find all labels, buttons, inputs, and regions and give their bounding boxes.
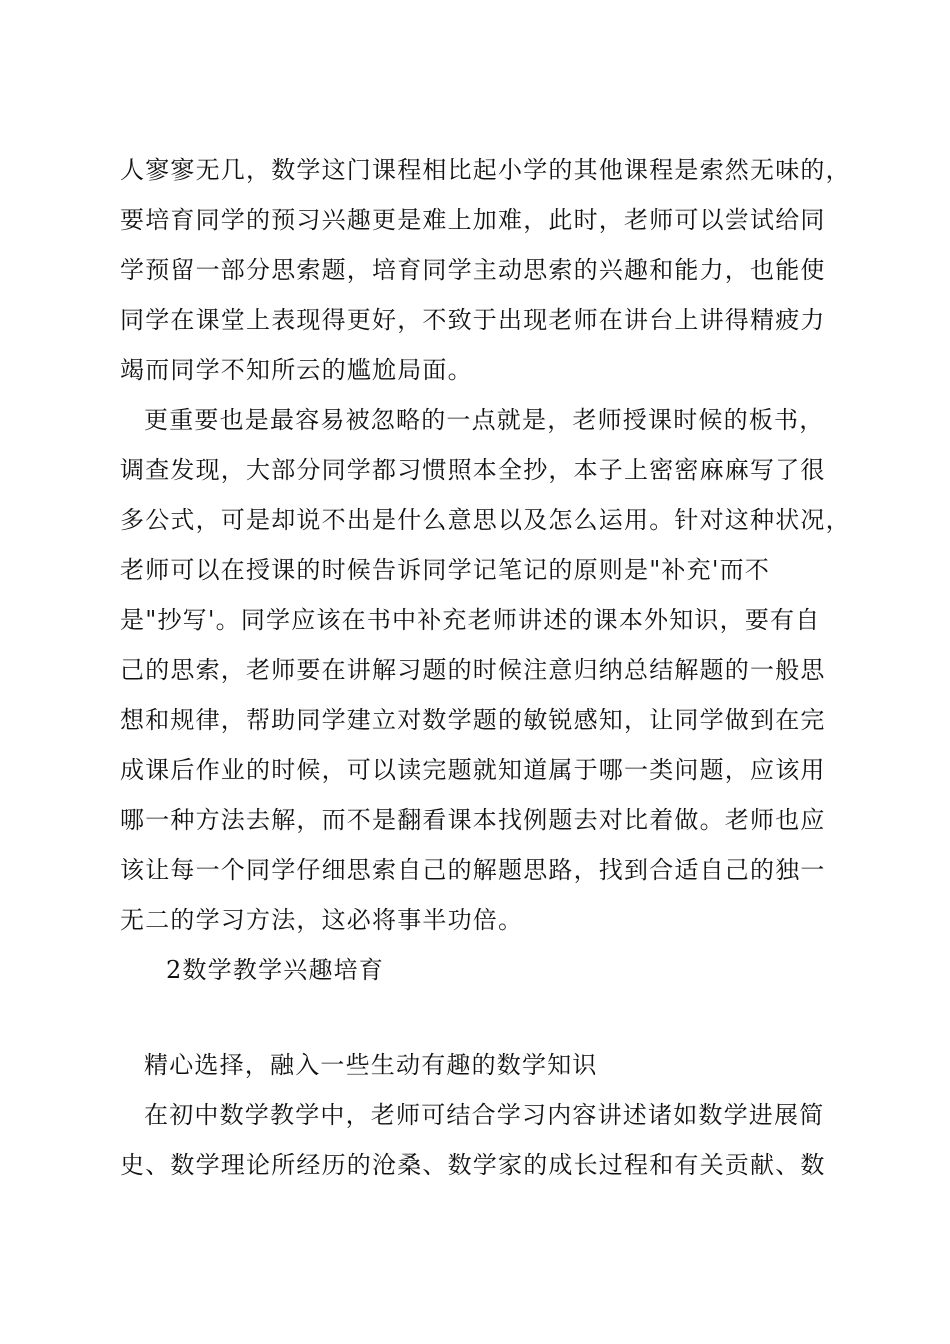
- paragraph-line: 更重要也是最容易被忽略的一点就是，老师授课时候的板书，: [144, 406, 825, 434]
- section-heading: 2数学教学兴趣培育: [166, 956, 385, 984]
- paragraph-line: 同学在课堂上表现得更好，不致于出现老师在讲台上讲得精疲力: [120, 306, 826, 334]
- paragraph-line: 学预留一部分思索题，培育同学主动思索的兴趣和能力，也能使: [120, 256, 826, 284]
- paragraph-line: 多公式，可是却说不出是什么意思以及怎么运用。针对这种状况，: [120, 506, 851, 534]
- paragraph-line: 在初中数学教学中，老师可结合学习内容讲述诸如数学进展简: [144, 1101, 825, 1129]
- paragraph-line: 史、数学理论所经历的沧桑、数学家的成长过程和有关贡献、数: [120, 1151, 826, 1179]
- paragraph-line: 竭而同学不知所云的尴尬局面。: [120, 356, 473, 384]
- paragraph-line: 无二的学习方法，这必将事半功倍。: [120, 906, 524, 934]
- paragraph-line: 成课后作业的时候，可以读完题就知道属于哪一类问题，应该用: [120, 756, 826, 784]
- paragraph-line: 调查发现，大部分同学都习惯照本全抄，本子上密密麻麻写了很: [120, 456, 826, 484]
- paragraph-line: 哪一种方法去解，而不是翻看课本找例题去对比着做。老师也应: [120, 806, 826, 834]
- paragraph-line: 人寥寥无几，数学这门课程相比起小学的其他课程是索然无味的，: [120, 156, 851, 184]
- paragraph-line: 想和规律，帮助同学建立对数学题的敏锐感知，让同学做到在完: [120, 706, 826, 734]
- subsection-heading: 精心选择，融入一些生动有趣的数学知识: [144, 1051, 598, 1079]
- paragraph-line: 老师可以在授课的时候告诉同学记笔记的原则是"补充'而不: [120, 556, 771, 584]
- paragraph-line: 要培育同学的预习兴趣更是难上加难，此时，老师可以尝试给同: [120, 206, 826, 234]
- paragraph-line: 是"抄写'。同学应该在书中补充老师讲述的课本外知识，要有自: [120, 606, 821, 634]
- paragraph-line: 该让每一个同学仔细思索自己的解题思路，找到合适自己的独一: [120, 856, 826, 884]
- paragraph-line: 己的思索，老师要在讲解习题的时候注意归纳总结解题的一般思: [120, 656, 826, 684]
